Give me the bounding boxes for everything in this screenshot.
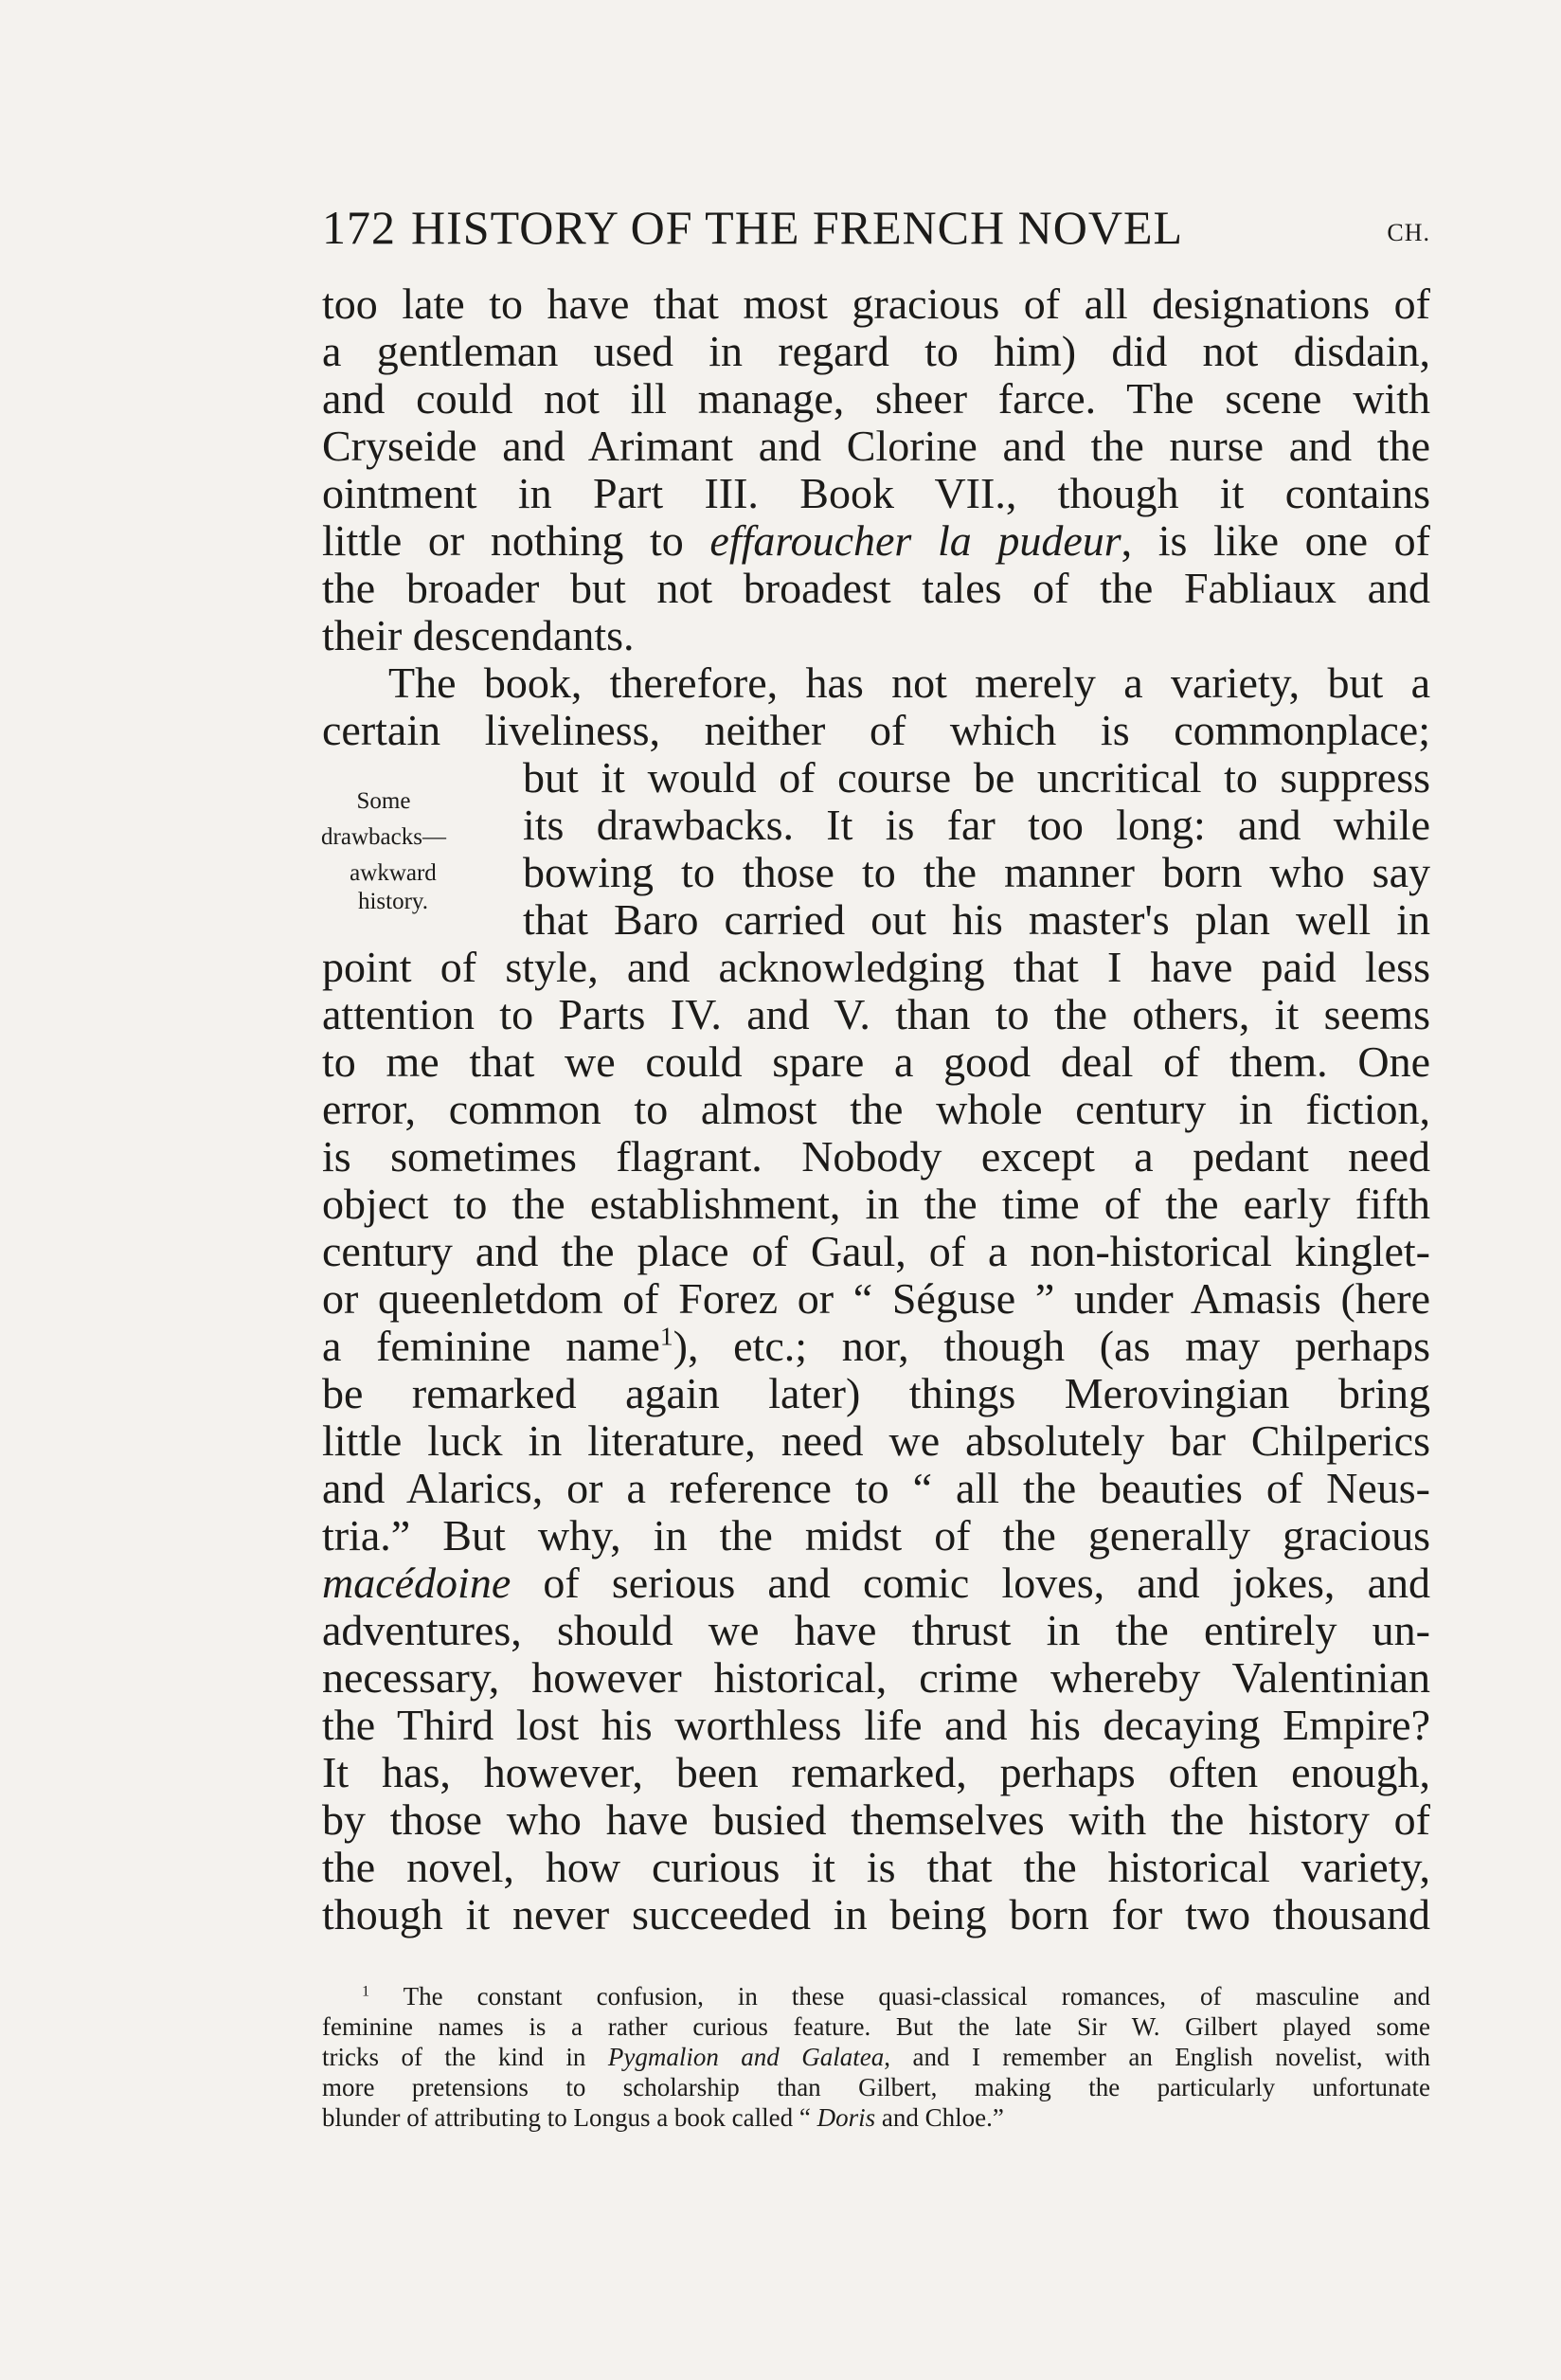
- italic-phrase: macédoine: [322, 1559, 511, 1607]
- sidenote-line: Some: [356, 788, 411, 814]
- text-run: of serious and comic loves, and jokes, and: [511, 1559, 1430, 1607]
- text-line: tria.” But why, in the midst of the generally gracious: [322, 1511, 1430, 1560]
- text-run: a feminine name: [322, 1322, 660, 1370]
- text-line: Cryseide and Arimant and Clorine and the nurse and the: [322, 422, 1430, 470]
- chapter-mark: CH.: [1387, 219, 1430, 246]
- text-line: The book, therefore, has not merely a variety, but a: [388, 658, 1430, 707]
- text-line: [322, 517, 1430, 565]
- text-line: its drawbacks. It is far too long: and while: [523, 801, 1430, 849]
- text-run: ), etc.; nor, though (as may perhaps: [673, 1322, 1430, 1370]
- text-line: [322, 1560, 1430, 1607]
- text-line: be remarked again later) things Merovingian bring: [322, 1369, 1430, 1417]
- text-line: object to the establishment, in the time of the early fifth: [322, 1180, 1430, 1228]
- text-line: is sometimes flagrant. Nobody except a pedant need: [322, 1132, 1430, 1181]
- text-run: tricks of the kind in: [322, 2043, 608, 2071]
- italic-phrase: Doris: [816, 2103, 876, 2132]
- italic-phrase: effaroucher la pudeur: [709, 516, 1121, 565]
- text-line: and could not ill manage, sheer farce. The scene with: [322, 374, 1430, 423]
- text-line: necessary, however historical, crime whereby Valentinian: [322, 1653, 1430, 1702]
- text-line: though it never succeeded in being born for two thousand: [322, 1890, 1430, 1938]
- text-line: bowing to those to the manner born who say: [523, 848, 1430, 896]
- italic-phrase: Pygmalion and Galatea: [607, 2043, 885, 2071]
- sidenote-line: awkward: [350, 860, 437, 886]
- footnote-marker: 1: [659, 1321, 673, 1351]
- text-line: error, common to almost the whole century in fiction,: [322, 1085, 1430, 1133]
- text-run: , and I remember an English novelist, with: [884, 2043, 1430, 2071]
- text-line: to me that we could spare a good deal of them. One: [322, 1037, 1430, 1086]
- running-title: HISTORY OF THE FRENCH NOVEL: [411, 201, 1184, 254]
- text-line: point of style, and acknowledging that I have paid less: [322, 943, 1430, 991]
- text-line: that Baro carried out his master's plan well in: [523, 895, 1430, 944]
- footnote-line: feminine names is a rather curious feature. But the late Sir W. Gilbert played some: [322, 2012, 1430, 2041]
- footnote-line: more pretensions to scholarship than Gilbert, making the particularly unfortunate: [322, 2073, 1430, 2101]
- text-run: The constant confusion, in these quasi-classical romances, of masculine and: [369, 1982, 1430, 2010]
- sidenote-line: drawbacks—: [321, 824, 446, 850]
- text-line: too late to have that most gracious of all designations of: [322, 279, 1430, 328]
- text-line: adventures, should we have thrust in the entirely un-: [322, 1606, 1430, 1654]
- footnote-number: 1: [362, 1982, 370, 2000]
- text-run: and Chloe.”: [875, 2103, 1004, 2132]
- footnote-line: [362, 1982, 1430, 2011]
- text-line: It has, however, been remarked, perhaps often enough,: [322, 1748, 1430, 1796]
- text-line: their descendants.: [322, 611, 635, 659]
- footnote-line: [322, 2043, 1430, 2072]
- page-number: 172: [322, 201, 396, 254]
- text-line: or queenletdom of Forez or “ Séguse ” under Amasis (here: [322, 1274, 1430, 1323]
- text-run: little or nothing to: [322, 516, 684, 565]
- text-run: , is like one of: [1121, 516, 1430, 565]
- text-line: the novel, how curious it is that the historical variety,: [322, 1843, 1430, 1891]
- text-line: century and the place of Gaul, of a non-historical kinglet-: [322, 1227, 1430, 1275]
- text-line: attention to Parts IV. and V. than to the others, it seems: [322, 990, 1430, 1038]
- text-line: [322, 1323, 1430, 1370]
- text-run: blunder of attributing to Longus a book called “: [322, 2103, 817, 2132]
- text-line: but it would of course be uncritical to suppress: [523, 753, 1430, 802]
- text-line: certain liveliness, neither of which is commonplace;: [322, 706, 1430, 754]
- text-line: the Third lost his worthless life and his decaying Empire?: [322, 1701, 1430, 1749]
- text-line: and Alarics, or a reference to “ all the beauties of Neus-: [322, 1464, 1430, 1512]
- text-line: a gentleman used in regard to him) did not disdain,: [322, 327, 1430, 375]
- text-line: the broader but not broadest tales of the Fabliaux and: [322, 564, 1430, 612]
- footnote-line: [322, 2103, 1430, 2133]
- running-header: [322, 199, 1430, 256]
- sidenote-line: history.: [357, 889, 429, 914]
- text-line: by those who have busied themselves with the history of: [322, 1795, 1430, 1844]
- text-line: little luck in literature, need we absolutely bar Chilperics: [322, 1416, 1430, 1465]
- text-line: ointment in Part III. Book VII., though it contains: [322, 469, 1430, 517]
